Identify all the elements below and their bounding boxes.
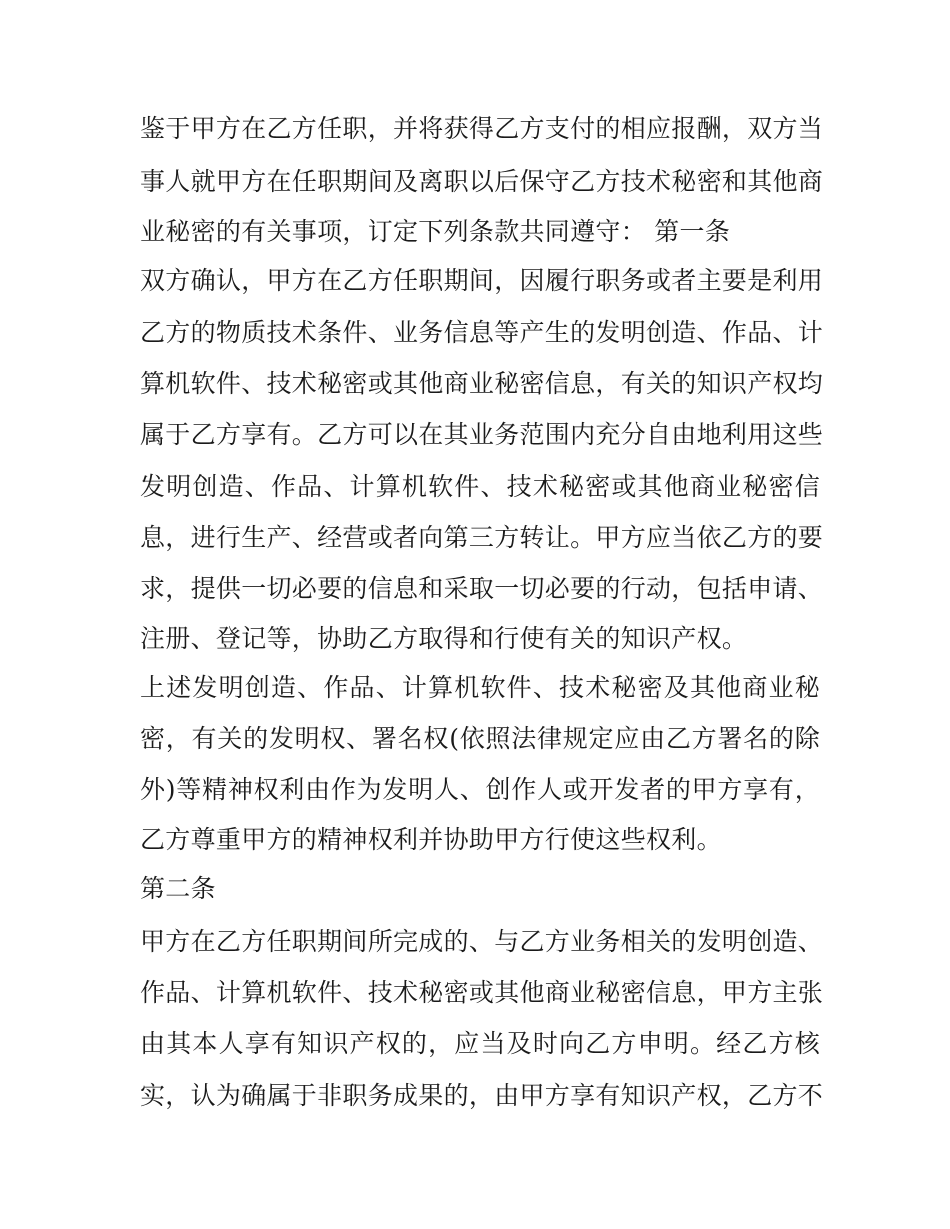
section-heading-2: 第二条 (140, 874, 216, 903)
text-line-14: 外)等精神权利由作为发明人、创作人或开发者的甲方享有， (140, 775, 820, 804)
text-line-15: 乙方尊重甲方的精神权利并协助甲方行使这些权利。 (140, 825, 722, 854)
text-line-13: 密，有关的发明权、署名权(依照法律规定应由乙方署名的除 (140, 724, 820, 753)
text-line-12: 上述发明创造、作品、计算机软件、技术秘密及其他商业秘 (140, 673, 820, 702)
text-line-6: 算机软件、技术秘密或其他商业秘密信息，有关的知识产权均 (140, 369, 824, 398)
text-line-3: 业秘密的有关事项，订定下列条款共同遵守： 第一条 (140, 217, 731, 246)
text-line-11: 注册、登记等，协助乙方取得和行使有关的知识产权。 (140, 624, 748, 653)
text-line-2: 事人就甲方在任职期间及离职以后保守乙方技术秘密和其他商 (140, 167, 824, 196)
text-line-10: 求，提供一切必要的信息和采取一切必要的行动，包括申请、 (140, 574, 824, 603)
text-line-17: 甲方在乙方任职期间所完成的、与乙方业务相关的发明创造、 (140, 927, 824, 956)
text-line-7: 属于乙方享有。乙方可以在其业务范围内充分自由地利用这些 (140, 420, 824, 449)
text-line-8: 发明创造、作品、计算机软件、技术秘密或其他商业秘密信 (140, 472, 820, 501)
text-line-4: 双方确认，甲方在乙方任职期间，因履行职务或者主要是利用 (140, 266, 824, 295)
text-line-19: 由其本人享有知识产权的，应当及时向乙方申明。经乙方核 (140, 1029, 820, 1058)
text-line-20: 实，认为确属于非职务成果的，由甲方享有知识产权，乙方不 (140, 1081, 824, 1110)
text-line-9: 息，进行生产、经营或者向第三方转让。甲方应当依乙方的要 (140, 523, 824, 552)
text-line-5: 乙方的物质技术条件、业务信息等产生的发明创造、作品、计 (140, 318, 824, 347)
text-line-1: 鉴于甲方在乙方任职，并将获得乙方支付的相应报酬，双方当 (140, 114, 824, 143)
text-line-18: 作品、计算机软件、技术秘密或其他商业秘密信息，甲方主张 (140, 978, 824, 1007)
